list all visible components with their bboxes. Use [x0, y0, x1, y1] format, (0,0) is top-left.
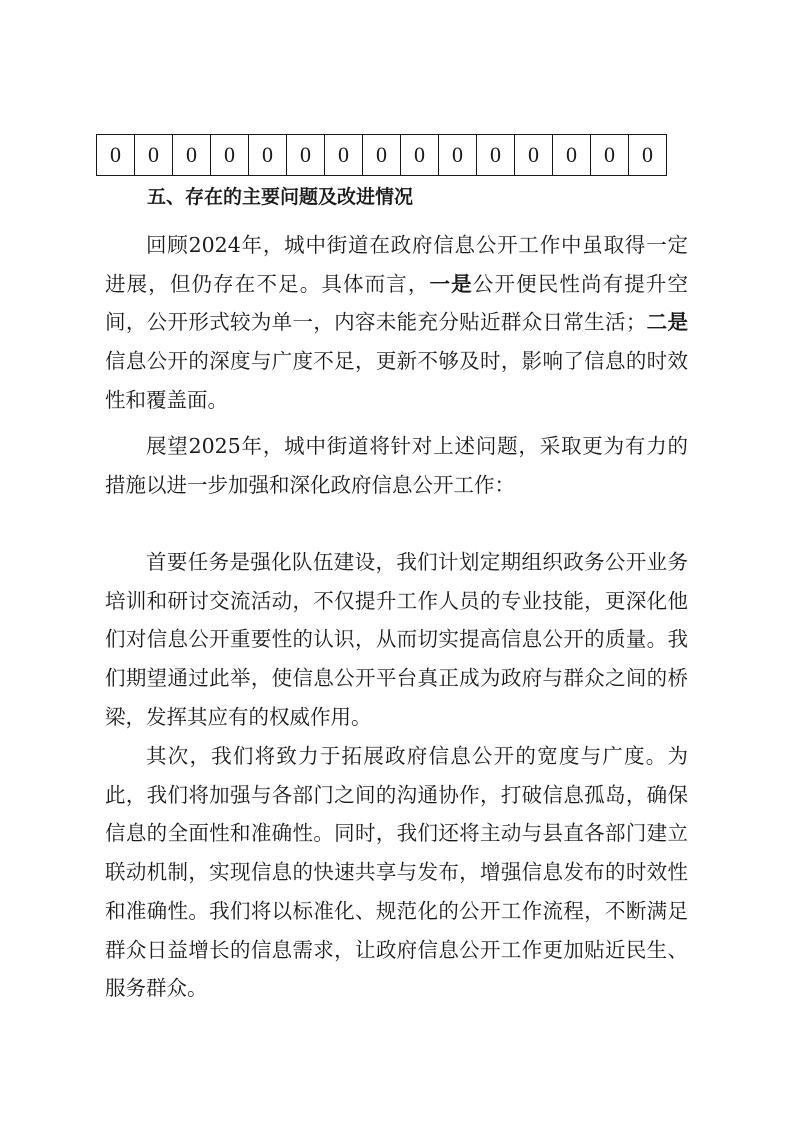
table-cell: 0	[287, 135, 325, 176]
paragraph-outlook: 展望2025年，城中街道将针对上述问题，采取更为有力的措施以进一步加强和深化政府信息公开工作：	[105, 434, 688, 497]
table-cell: 0	[553, 135, 591, 176]
table-cell: 0	[135, 135, 173, 176]
table-cell: 0	[211, 135, 249, 176]
paragraph-text: 回顾2024年，城中街道在政府信息公开工作中虽取得一定进展，但仍存在不足。具体而言，	[105, 233, 688, 296]
table-cell: 0	[477, 135, 515, 176]
table-cell: 0	[439, 135, 477, 176]
table-cell: 0	[363, 135, 401, 176]
paragraph-text: 信息公开的深度与广度不足，更新不够及时，影响了信息的时效性和覆盖面。	[105, 349, 688, 412]
table-cell: 0	[249, 135, 287, 176]
table-cell: 0	[97, 135, 135, 176]
paragraph-review	[105, 226, 688, 420]
table-cell: 0	[629, 135, 667, 176]
emphasis-second-point: 二是	[646, 310, 689, 335]
statistics-table	[96, 134, 667, 176]
paragraph-expand-scope: 其次，我们将致力于拓展政府信息公开的宽度与广度。为此，我们将加强与各部门之间的沟通协作，打破信息孤岛，确保信息的全面性和准确性。同时，我们还将主动与县直各部门建立联动机制，实现信息的快速共享与发布，增强信息发布的时效性和准确性。我们将以标准化、规范化的公开工作流程，不断满足群众日益增长的信息需求，让政府信息公开工作更加贴近民生、服务群众。	[105, 744, 688, 1001]
table-row	[97, 135, 667, 176]
table-cell: 0	[591, 135, 629, 176]
paragraph-text: 公开便民性尚有提升空间，公开形式较为单一，内容未能充分贴近群众日常生活；	[105, 271, 689, 335]
table-cell: 0	[515, 135, 553, 176]
table-cell: 0	[401, 135, 439, 176]
emphasis-first-point: 一是	[429, 271, 473, 296]
table-cell: 0	[325, 135, 363, 176]
paragraph-team-building: 首要任务是强化队伍建设，我们计划定期组织政务公开业务培训和研讨交流活动，不仅提升工作人员的专业技能，更深化他们对信息公开重要性的认识，从而切实提高信息公开的质量。我们期望通过此举，使信息公开平台真正成为政府与群众之间的桥梁，发挥其应有的权威作用。	[105, 550, 688, 729]
table-cell: 0	[173, 135, 211, 176]
section-heading: 五、存在的主要问题及改进情况	[147, 186, 414, 208]
